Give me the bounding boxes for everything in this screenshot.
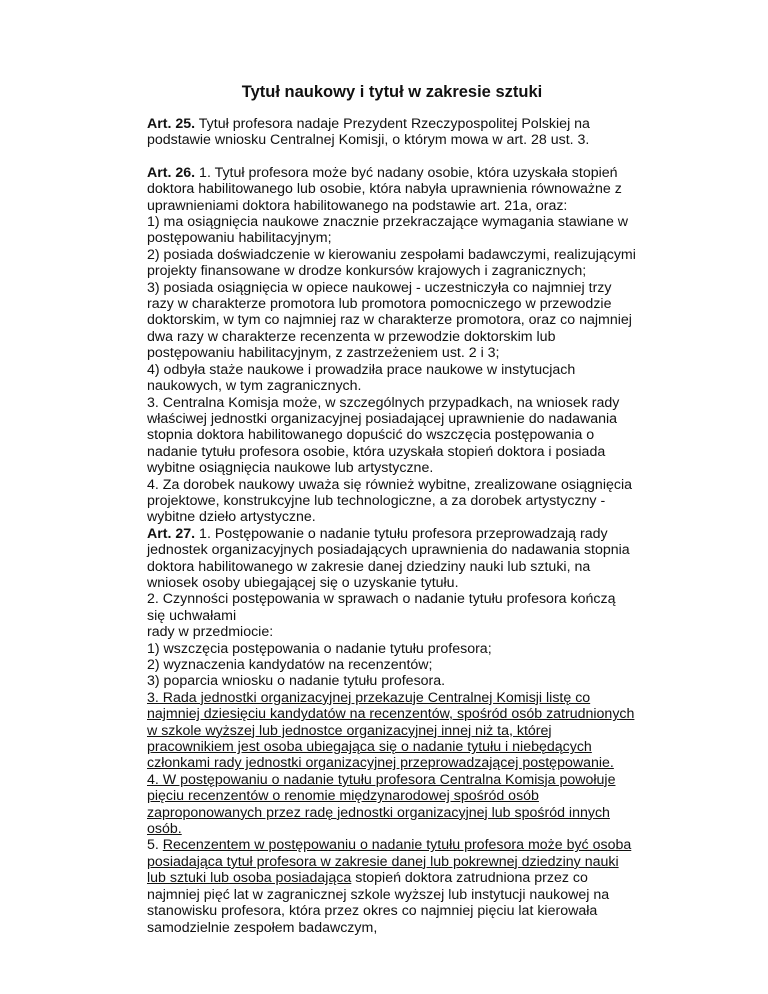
article-27-paragraph-1-text: 1. Postępowanie o nadanie tytułu profesora przeprowadzają rady jednostek organizacyjnych posiadających uprawnienia do nadawania stopnia doktora habilitowanego w zakresie danej dziedziny nauki lub sztuki, na wniosek osoby ubiegającej się o uzyskanie tytułu. — [147, 525, 630, 591]
article-27-paragraph-5-underlined: Recenzentem w postępowaniu o nadanie tytułu profesora może być osoba posiadająca tytuł profesora w zakresie danej lub pokrewnej dziedziny nauki lub sztuki lub osoba posiadająca — [147, 837, 632, 887]
article-27-paragraph-1 — [147, 526, 637, 592]
document-title: Tytuł naukowy i tytuł w zakresie sztuki — [241, 83, 543, 101]
article-26-point-3: 3) posiada osiągnięcia w opiece naukowej - uczestniczyła co najmniej trzy razy w charakterze promotora lub promotora pomocniczego w przewodzie doktorskim, w tym co najmniej raz w charakterze promotora, oraz co najmniej dwa razy w charakterze recenzenta w przewodzie doktorskim lub postępowaniu habilitacyjnym, z zastrzeżeniem ust. 2 i 3; — [147, 279, 632, 362]
article-26-paragraph-3: 3. Centralna Komisja może, w szczególnych przypadkach, na wniosek rady właściwej jednostki organizacyjnej posiadającej uprawnienie do nadawania stopnia doktora habilitowanego dopuścić do wszczęcia postępowania o nadanie tytułu profesora osobie, która uzyskała stopień doktora i posiada wybitne osiągnięcia naukowe lub artystyczne. — [147, 394, 620, 477]
article-27-paragraph-5-rest: stopień doktora zatrudniona przez co najmniej pięć lat w zagranicznej szkole wyższej lub instytucji naukowej na stanowisku profesora, która przez okres co najmniej pięciu lat kierowała samodzielnie zespołem badawczym, — [147, 870, 610, 936]
article-27-paragraph-5 — [147, 837, 637, 935]
article-26-paragraph-4: 4. Za dorobek naukowy uważa się również wybitne, zrealizowane osiągnięcia projektowe, konstrukcyjne lub technologiczne, a za dorobek artystyczny - wybitne dzieło artystyczne. — [147, 476, 633, 526]
article-26-point-2: 2) posiada doświadczenie w kierowaniu zespołami badawczymi, realizującymi projekty finansowane w drodze konkursów krajowych i zagranicznych; — [147, 246, 636, 280]
article-26-label: Art. 26. — [147, 164, 196, 181]
document-page — [147, 82, 637, 936]
article-26-intro — [147, 165, 637, 214]
article-27-paragraph-2-point-1: 1) wszczęcia postępowania o nadanie tytułu profesora; — [147, 640, 492, 657]
article-27-paragraph-2-point-2: 2) wyznaczenia kandydatów na recenzentów; — [147, 657, 433, 673]
article-26-point-1: 1) ma osiągnięcia naukowe znacznie przekraczające wymagania stawiane w postępowaniu habilitacyjnym; — [147, 214, 629, 247]
article-27-label: Art. 27. — [147, 525, 196, 542]
article-25 — [147, 116, 637, 149]
article-25-text: Tytuł profesora nadaje Prezydent Rzeczypospolitej Polskiej na podstawie wniosku Centralnej Komisji, o którym mowa w art. 28 ust. 3. — [147, 116, 590, 149]
article-27-paragraph-2-b: rady w przedmiocie: — [147, 624, 274, 641]
article-26-point-4: 4) odbyła staże naukowe i prowadziła prace naukowe w instytucjach naukowych, w tym zagranicznych. — [147, 361, 576, 395]
article-27-paragraph-4: 4. W postępowaniu o nadanie tytułu profesora Centralna Komisja powołuje pięciu recenzentów o renomie międzynarodowej spośród osób zaproponowanych przez radę jednostki organizacyjnej lub spośród innych osób. — [147, 771, 616, 838]
article-27-paragraph-3: 3. Rada jednostki organizacyjnej przekazuje Centralnej Komisji listę co najmniej dziesięciu kandydatów na recenzentów, spośród osób zatrudnionych w szkole wyższej lub jednostce organizacyjnej innej niż ta, której pracownikiem jest osoba ubiegająca się o nadanie tytułu i niebędących członkami rady jednostki organizacyjnej przeprowadzającej postępowanie. — [147, 689, 635, 772]
article-26-intro-text: 1. Tytuł profesora może być nadany osobie, która uzyskała stopień doktora habilitowanego lub osobie, która nabyła uprawnienia równoważne z uprawnieniami doktora habilitowanego na podstawie art. 21a, oraz: — [147, 164, 622, 214]
paragraph-gap — [147, 149, 637, 165]
article-27-paragraph-2-a: 2. Czynności postępowania w sprawach o nadanie tytułu profesora kończą się uchwałami — [147, 591, 616, 624]
article-27-paragraph-2-point-3: 3) poparcia wniosku o nadanie tytułu profesora. — [147, 673, 446, 690]
article-27-paragraph-5-number: 5. — [147, 837, 163, 854]
article-25-label: Art. 25. — [147, 116, 196, 132]
